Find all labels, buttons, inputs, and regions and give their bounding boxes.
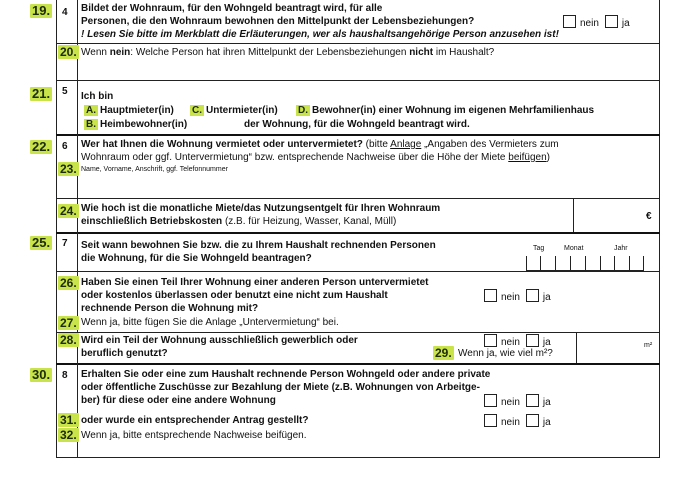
date-tick	[540, 256, 541, 270]
business-use-question-line2: beruflich genutzt?	[81, 348, 168, 359]
yes-label: ja	[542, 337, 551, 348]
sublet-yes-checkbox[interactable]	[526, 289, 539, 302]
letter-c: C.	[192, 105, 202, 116]
option-subtenant[interactable]: C. Untermieter(in)	[192, 105, 278, 116]
sublet-question-line2: oder kostenlos überlassen oder benutzt eine nicht zum Haushalt	[81, 290, 388, 301]
s8-checkboxes	[484, 394, 557, 408]
s4-subquestion: Wenn nein: Welche Person hat ihren Mittelpunkt der Lebensbeziehungen nicht im Haushalt?	[81, 47, 495, 58]
date-tick	[526, 256, 527, 270]
application-yes-checkbox[interactable]	[526, 414, 539, 427]
no-label: nein	[580, 18, 599, 29]
date-tick	[555, 256, 556, 270]
s8-question-line3: ber) für diese oder eine andere Wohnung	[81, 395, 276, 406]
marker-25: 25.	[32, 235, 51, 250]
s8-application-checkboxes	[484, 414, 557, 428]
currency-symbol: €	[646, 211, 652, 222]
business-use-checkboxes	[484, 334, 557, 348]
business-no-checkbox[interactable]	[484, 334, 497, 347]
s5-intro: Ich bin	[81, 91, 114, 102]
marker-28: 28.	[60, 333, 77, 347]
marker-27: 27.	[60, 316, 77, 330]
s4-hint: ! Lesen Sie bitte im Merkblatt die Erläuterungen, wer als haushaltsangehörige Person anzusehen ist!	[81, 29, 559, 40]
sublet-no-checkbox[interactable]	[484, 289, 497, 302]
letter-a: A.	[86, 105, 96, 116]
marker-21: 21.	[32, 86, 51, 101]
s4-checkboxes	[563, 15, 636, 29]
s4-no-checkbox[interactable]	[563, 15, 576, 28]
marker-30: 30.	[32, 367, 51, 382]
s7-question-line2: die Wohnung, für die Sie Wohngeld beantragen?	[81, 253, 312, 264]
date-tick	[585, 256, 586, 270]
date-tick	[600, 256, 601, 270]
anlage-link[interactable]: Anlage	[390, 139, 422, 150]
section-number-6: 6	[62, 141, 68, 152]
option-main-tenant[interactable]: A. Hauptmieter(in)	[86, 105, 174, 116]
sublet-question-line1: Haben Sie einen Teil Ihrer Wohnung einer anderen Person untervermietet	[81, 277, 429, 288]
yes-label: ja	[542, 292, 551, 303]
section-number-5: 5	[62, 86, 68, 97]
date-tick	[629, 256, 630, 270]
landlord-hint: Name, Vorname, Anschrift, ggf. Telefonnummer	[81, 166, 228, 173]
area-question: Wenn ja, wie viel m²?	[458, 348, 553, 359]
date-tick	[570, 256, 571, 270]
option-owner-occupant[interactable]: D. Bewohner(in) einer Wohnung im eigenen Mehrfamilienhaus	[298, 105, 595, 116]
sublet-hint: Wenn ja, bitte fügen Sie die Anlage „Untervermietung“ bei.	[81, 317, 339, 328]
section-number-4: 4	[62, 7, 68, 18]
marker-22: 22.	[32, 139, 51, 154]
s6-question-line1: Wer hat Ihnen die Wohnung vermietet oder untervermietet? (bitte Anlage „Angaben des Vermieters zum	[81, 139, 559, 150]
marker-24: 24.	[60, 204, 77, 218]
yes-label: ja	[542, 397, 551, 408]
section-number-8: 8	[62, 370, 68, 381]
rule	[56, 198, 660, 199]
s4-question-line2: Personen, die den Wohnraum bewohnen den Mittelpunkt der Lebensbeziehungen?	[81, 16, 475, 27]
marker-29: 29.	[435, 346, 452, 360]
area-unit: m²	[644, 342, 653, 349]
rule	[56, 80, 660, 81]
beifuegen-link[interactable]: beifügen	[508, 152, 547, 163]
no-label: nein	[501, 337, 520, 348]
rule	[56, 232, 660, 234]
s4-person-input[interactable]	[78, 60, 660, 80]
marker-20: 20.	[60, 45, 77, 59]
marker-19: 19.	[32, 3, 51, 18]
rule	[56, 271, 660, 272]
marker-32: 32.	[60, 428, 77, 442]
letter-d: D.	[298, 105, 308, 116]
section-number-7: 7	[62, 238, 68, 249]
s7-question-line1: Seit wann bewohnen Sie bzw. die zu Ihrem Haushalt rechnenden Personen	[81, 240, 436, 251]
month-label: Monat	[564, 245, 584, 252]
letter-b: B.	[86, 119, 96, 130]
date-tick	[643, 256, 644, 270]
s6-question-line2: Wohnraum oder ggf. Untervermietung“ bzw. entsprechende Nachweise über die Höhe der Miete beifügen)	[81, 152, 550, 163]
yes-label: ja	[621, 18, 630, 29]
rule	[56, 43, 660, 44]
s8-question-line1: Erhalten Sie oder eine zum Haushalt rechnende Person Wohngeld oder andere private	[81, 369, 491, 380]
business-use-question-line1: Wird ein Teil der Wohnung ausschließlich gewerblich oder	[81, 335, 358, 346]
s8-question-line2: oder öffentliche Zuschüsse zur Bezahlung der Miete (z.B. Wohnungen von Arbeitge-	[81, 382, 480, 393]
no-label: nein	[501, 397, 520, 408]
rule	[56, 332, 660, 333]
rent-question-line2: einschließlich Betriebskosten (z.B. für Heizung, Wasser, Kanal, Müll)	[81, 216, 397, 227]
marker-23: 23.	[60, 162, 77, 176]
date-tick	[614, 256, 615, 270]
business-yes-checkbox[interactable]	[526, 334, 539, 347]
sublet-checkboxes	[484, 289, 557, 303]
day-label: Tag	[533, 245, 545, 252]
no-label: nein	[501, 417, 520, 428]
application-no-checkbox[interactable]	[484, 414, 497, 427]
s4-yes-checkbox[interactable]	[605, 15, 618, 28]
s4-question-line1: Bildet der Wohnraum, für den Wohngeld beantragt wird, für alle	[81, 3, 383, 14]
landlord-input[interactable]	[78, 175, 660, 197]
yes-label: ja	[542, 417, 551, 428]
s8-application-question: oder wurde ein entsprechender Antrag gestellt?	[81, 415, 309, 426]
s8-yes-checkbox[interactable]	[526, 394, 539, 407]
no-label: nein	[501, 292, 520, 303]
rent-question-line1: Wie hoch ist die monatliche Miete/das Nutzungsentgelt für Ihren Wohnraum	[81, 203, 441, 214]
year-label: Jahr	[614, 245, 628, 252]
marker-26: 26.	[60, 276, 77, 290]
s5-tail: der Wohnung, für die Wohngeld beantragt wird.	[244, 119, 470, 130]
rule	[56, 363, 660, 365]
option-home-resident[interactable]: B. Heimbewohner(in)	[86, 119, 188, 130]
s8-no-checkbox[interactable]	[484, 394, 497, 407]
marker-31: 31.	[60, 413, 77, 427]
rule	[56, 134, 660, 136]
s8-hint: Wenn ja, bitte entsprechende Nachweise beifügen.	[81, 430, 307, 441]
sublet-question-line3: rechnende Person die Wohnung mit?	[81, 303, 259, 314]
